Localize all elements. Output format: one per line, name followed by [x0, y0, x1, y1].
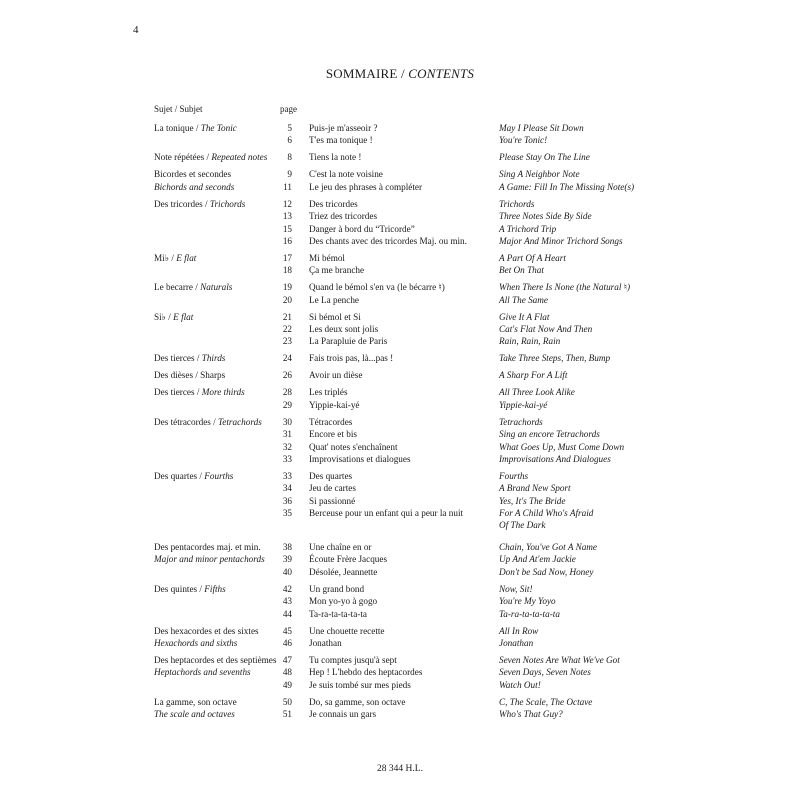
english-title: A Sharp For A Lift	[499, 370, 568, 381]
subject-cell	[154, 416, 262, 428]
english-title: A Brand New Sport	[499, 483, 571, 494]
subject-cell	[154, 181, 234, 193]
subject-cell	[154, 252, 196, 264]
page-cell: 17	[282, 252, 292, 263]
subject-italic-text: Thirds	[201, 353, 226, 364]
subject-text: La gamme, son octave	[154, 696, 237, 707]
toc-group	[0, 386, 800, 411]
english-title: Please Stay On The Line	[499, 152, 590, 163]
french-title: Les triplés	[309, 387, 348, 398]
table-of-contents	[0, 122, 800, 721]
toc-row	[0, 441, 800, 453]
page-cell: 15	[282, 223, 292, 234]
english-title: Up And At'em Jackie	[499, 554, 576, 565]
toc-group	[0, 168, 800, 193]
toc-row	[0, 122, 800, 134]
english-title: Rain, Rain, Rain	[499, 336, 561, 347]
page-cell: 19	[282, 282, 292, 293]
subject-italic-text: E flat	[176, 252, 197, 263]
page-cell: 30	[282, 416, 292, 427]
english-title: Tetrachords	[499, 416, 543, 427]
english-title: Don't be Sad Now, Honey	[499, 566, 594, 577]
page-cell: 9	[287, 169, 292, 180]
english-title: Bet On That	[499, 265, 544, 276]
french-title: Hep ! L'hebdo des heptacordes	[309, 667, 423, 678]
subject-cell	[154, 168, 231, 180]
page-cell: 48	[282, 667, 292, 678]
toc-group	[0, 151, 800, 163]
toc-row	[0, 235, 800, 247]
page-cell: 42	[282, 583, 292, 594]
french-title: Berceuse pour un enfant qui a peur la nuit	[309, 508, 464, 519]
toc-row	[0, 583, 800, 595]
english-title: Sing an encore Tetrachords	[499, 429, 600, 440]
english-title: Now, Sit!	[499, 583, 533, 594]
toc-group	[0, 654, 800, 691]
french-title: Do, sa gamme, son octave	[309, 696, 406, 707]
subject-text: Des tierces /	[154, 353, 202, 364]
subject-italic-text: Trichords	[209, 198, 246, 209]
toc-row	[0, 151, 800, 163]
toc-row	[0, 495, 800, 507]
toc-row	[0, 281, 800, 293]
french-title: Le La penche	[309, 294, 359, 305]
subject-italic-text: The scale and octaves	[154, 709, 235, 720]
toc-row	[0, 595, 800, 607]
toc-group	[0, 470, 800, 532]
toc-row	[0, 696, 800, 708]
subject-text: Des pentacordes maj. et min.	[154, 542, 261, 553]
english-title: Three Notes Side By Side	[499, 211, 592, 222]
page-cell: 33	[282, 453, 292, 464]
page-column-header: page	[280, 104, 297, 114]
english-title: A Game: Fill In The Missing Note(s)	[499, 181, 635, 192]
page-cell: 24	[282, 353, 292, 364]
english-title: Improvisations And Dialogues	[499, 453, 611, 464]
english-title: Cat's Flat Now And Then	[499, 324, 593, 335]
subject-cell	[154, 708, 235, 720]
toc-row	[0, 198, 800, 210]
toc-row	[0, 553, 800, 565]
toc-row	[0, 168, 800, 180]
english-title: Yippie-kai-yé	[499, 399, 548, 410]
subject-cell	[154, 352, 225, 364]
french-title: Improvisations et dialogues	[309, 453, 411, 464]
subject-text: Des heptacordes et des septièmes	[154, 654, 277, 665]
french-title: Jonathan	[309, 637, 342, 648]
english-title: Sing A Neighbor Note	[499, 169, 580, 180]
subject-cell	[154, 386, 245, 398]
french-title: Tiens la note !	[309, 152, 362, 163]
toc-row	[0, 369, 800, 381]
english-title: Who's That Guy?	[499, 709, 563, 720]
toc-row	[0, 666, 800, 678]
page-cell: 16	[282, 235, 292, 246]
english-title: May I Please Sit Down	[499, 123, 584, 133]
title-main: SOMMAIRE /	[325, 66, 409, 81]
subject-cell	[154, 369, 225, 381]
french-title: Je connais un gars	[309, 709, 377, 720]
toc-row	[0, 470, 800, 482]
title-italic: CONTENTS	[408, 66, 475, 81]
subject-cell	[154, 281, 232, 293]
french-title: Fais trois pas, là...pas !	[309, 353, 394, 364]
french-title: Quand le bémol s'en va (le bécarre ♮)	[309, 282, 445, 293]
subject-cell	[154, 311, 193, 323]
subject-italic-text: Bichords and seconds	[154, 181, 235, 192]
toc-row	[0, 541, 800, 553]
french-title: T'es ma tonique !	[309, 135, 373, 146]
page-cell: 11	[283, 181, 292, 192]
english-title: Jonathan	[499, 637, 534, 648]
page-cell: 28	[282, 387, 292, 398]
english-title: Fourths	[499, 470, 529, 481]
page-cell: 18	[282, 265, 292, 276]
english-title: Seven Days, Seven Notes	[499, 667, 591, 678]
footer-code: 28 344 H.L.	[377, 764, 423, 774]
page-title	[0, 66, 800, 82]
subject-cell	[154, 122, 237, 134]
subject-cell	[154, 583, 226, 595]
subject-cell	[154, 696, 237, 708]
subject-italic-text: Fourths	[204, 470, 234, 481]
page-cell: 6	[287, 135, 292, 146]
subject-italic-text: The Tonic	[200, 123, 237, 133]
toc-group	[0, 122, 800, 147]
subject-text: Note répétées /	[154, 152, 212, 163]
page-cell: 49	[282, 679, 292, 690]
page-cell: 47	[282, 654, 292, 665]
page-cell: 45	[282, 625, 292, 636]
toc-row	[0, 428, 800, 440]
english-title: A Part Of A Heart	[499, 252, 566, 263]
page-cell: 35	[282, 508, 292, 519]
french-title: Mi bémol	[309, 252, 345, 263]
english-title: Give It A Flat	[499, 311, 550, 322]
french-title: Désolée, Jeannette	[309, 566, 378, 577]
page-cell: 40	[282, 566, 292, 577]
page-cell: 31	[282, 429, 292, 440]
subject-text: Des quintes /	[154, 583, 205, 594]
subject-text: Bicordes et secondes	[154, 169, 232, 180]
french-title: Puis-je m'asseoir ?	[309, 123, 378, 133]
subject-italic-text: Repeated notes	[211, 152, 268, 163]
subject-cell	[154, 151, 267, 163]
subject-italic-text: More thirds	[201, 387, 245, 398]
french-title: Une chaîne en or	[309, 542, 372, 553]
subject-cell	[154, 553, 265, 565]
subject-text: Des tétracordes /	[154, 416, 219, 427]
english-title: When There Is None (the Natural ♮)	[499, 282, 631, 293]
toc-row	[0, 608, 800, 620]
page-cell: 34	[282, 483, 292, 494]
english-title: Major And Minor Trichord Songs	[499, 235, 623, 246]
subject-cell	[154, 198, 245, 210]
toc-row	[0, 637, 800, 649]
french-title: Mon yo-yo à gogo	[309, 596, 378, 607]
toc-group	[0, 625, 800, 650]
toc-row	[0, 566, 800, 578]
subject-text: Des tierces /	[154, 387, 202, 398]
subject-column-header: Sujet / Subjet	[154, 104, 203, 114]
english-title: For A Child Who's Afraid	[499, 508, 594, 519]
page-cell: 33	[282, 470, 292, 481]
page-cell: 50	[282, 696, 292, 707]
toc-row	[0, 416, 800, 428]
subject-cell	[154, 625, 259, 637]
french-title: La Parapluie de Paris	[309, 336, 388, 347]
french-title: Quat' notes s'enchaînent	[309, 441, 398, 452]
french-title: Jeu de cartes	[309, 483, 356, 494]
french-title: Danger à bord du “Tricorde”	[309, 223, 415, 234]
page-cell: 22	[282, 324, 292, 335]
english-title: Seven Notes Are What We've Got	[499, 654, 620, 665]
page-number: 4	[133, 24, 139, 36]
toc-group	[0, 369, 800, 381]
english-title: What Goes Up, Must Come Down	[499, 441, 625, 452]
french-title: Je suis tombé sur mes pieds	[309, 679, 411, 690]
toc-row	[0, 352, 800, 364]
subject-italic-text: Major and minor pentachords	[154, 554, 265, 565]
toc-row	[0, 453, 800, 465]
subject-italic-text: Hexachords and sixths	[154, 637, 238, 648]
french-title: Des quartes	[309, 470, 353, 481]
english-title: C, The Scale, The Octave	[499, 696, 593, 707]
toc-row	[0, 134, 800, 146]
page-cell: 21	[282, 311, 292, 322]
french-title: Yippie-kai-yé	[309, 399, 360, 410]
page-cell: 23	[282, 336, 292, 347]
french-title: Triez des tricordes	[309, 211, 378, 222]
page-cell: 44	[282, 608, 292, 619]
english-title: All The Same	[499, 294, 548, 305]
page-cell: 51	[282, 709, 292, 720]
subject-text: Si♭ /	[154, 311, 174, 322]
subject-text: Mi♭ /	[154, 252, 177, 263]
toc-row	[0, 323, 800, 335]
subject-cell	[154, 666, 251, 678]
toc-row	[0, 210, 800, 222]
english-title: Watch Out!	[499, 679, 541, 690]
english-title: Yes, It's The Bride	[499, 495, 566, 506]
page-cell: 29	[282, 399, 292, 410]
toc-group	[0, 281, 800, 306]
english-title: Of The Dark	[499, 520, 546, 531]
subject-text: Des dièses / Sharps	[154, 370, 226, 381]
english-title: Take Three Steps, Then, Bump	[499, 353, 611, 364]
toc-group	[0, 311, 800, 348]
page-cell: 13	[282, 211, 292, 222]
subject-italic-text: E flat	[173, 311, 194, 322]
toc-group	[0, 416, 800, 466]
toc-row	[0, 264, 800, 276]
english-title: All Three Look Alike	[499, 387, 575, 398]
english-title: Chain, You've Got A Name	[499, 542, 598, 553]
page-cell: 12	[282, 198, 292, 209]
toc-row	[0, 294, 800, 306]
english-title: All In Row	[499, 625, 539, 636]
toc-row	[0, 519, 800, 531]
english-title: A Trichord Trip	[499, 223, 557, 234]
french-title: Le jeu des phrases à compléter	[309, 181, 423, 192]
page-cell: 36	[282, 495, 292, 506]
french-title: Tétracordes	[309, 416, 353, 427]
french-title: Ta-ra-ta-ta-ta-ta	[309, 608, 368, 619]
french-title: Ça me branche	[309, 265, 365, 276]
english-title: Ta-ra-ta-ta-ta-ta	[499, 608, 560, 619]
french-title: Tu comptes jusqu'à sept	[309, 654, 397, 665]
page-cell: 32	[282, 441, 292, 452]
toc-row	[0, 679, 800, 691]
french-title: Des chants avec des tricordes Maj. ou min.	[309, 235, 467, 246]
toc-group	[0, 198, 800, 248]
page-cell: 39	[282, 554, 292, 565]
subject-cell	[154, 654, 276, 666]
subject-text: Des hexacordes et des sixtes	[154, 625, 259, 636]
page-cell: 46	[282, 637, 292, 648]
subject-cell	[154, 470, 233, 482]
toc-row	[0, 399, 800, 411]
french-title: Une chouette recette	[309, 625, 385, 636]
subject-cell	[154, 637, 237, 649]
toc-row	[0, 708, 800, 720]
toc-row	[0, 223, 800, 235]
toc-row	[0, 654, 800, 666]
page-cell: 5	[287, 123, 292, 133]
toc-row	[0, 482, 800, 494]
page-cell: 8	[287, 152, 292, 163]
french-title: Si bémol et Si	[309, 311, 361, 322]
subject-italic-text: Tetrachords	[218, 416, 262, 427]
subject-italic-text: Fifths	[204, 583, 226, 594]
toc-row	[0, 335, 800, 347]
subject-text: La tonique /	[154, 123, 201, 133]
page-cell: 20	[282, 294, 292, 305]
english-title: Trichords	[499, 198, 535, 209]
subject-text: Des tricordes /	[154, 198, 210, 209]
toc-row	[0, 181, 800, 193]
toc-row	[0, 507, 800, 519]
subject-italic-text: Heptachords and sevenths	[154, 667, 251, 678]
french-title: Des tricordes	[309, 198, 358, 209]
french-title: Si passionné	[309, 495, 356, 506]
page-cell: 43	[282, 596, 292, 607]
english-title: You're My Yoyo	[499, 596, 556, 607]
toc-group	[0, 696, 800, 721]
french-title: Encore et bis	[309, 429, 357, 440]
french-title: Les deux sont jolis	[309, 324, 379, 335]
french-title: Avoir un dièse	[309, 370, 363, 381]
toc-group	[0, 583, 800, 620]
page-cell: 38	[282, 542, 292, 553]
subject-text: Des quartes /	[154, 470, 205, 481]
french-title: Un grand bond	[309, 583, 365, 594]
toc-row	[0, 311, 800, 323]
toc-group	[0, 541, 800, 578]
french-title: C'est la note voisine	[309, 169, 383, 180]
toc-row	[0, 625, 800, 637]
toc-row	[0, 386, 800, 398]
subject-cell	[154, 541, 261, 553]
toc-row	[0, 252, 800, 264]
subject-text: Le becarre /	[154, 282, 201, 293]
english-title: You're Tonic!	[499, 135, 548, 146]
toc-group	[0, 252, 800, 277]
toc-group	[0, 352, 800, 364]
page-cell: 26	[282, 370, 292, 381]
subject-italic-text: Naturals	[200, 282, 233, 293]
french-title: Écoute Frère Jacques	[309, 554, 388, 565]
